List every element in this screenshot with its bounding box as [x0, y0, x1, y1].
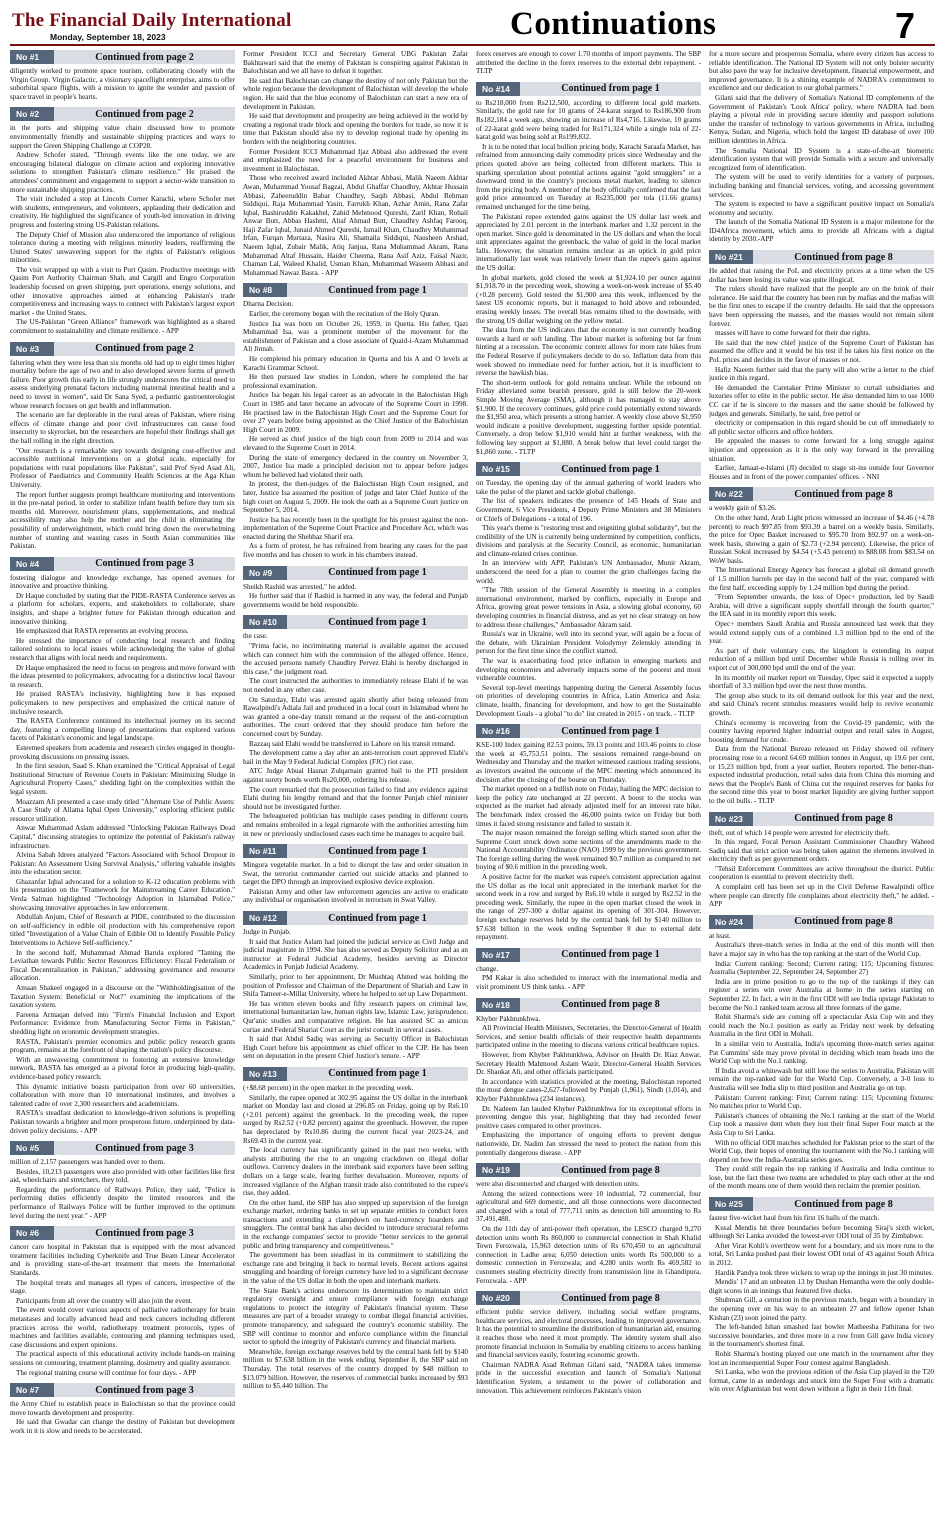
page-columns	[10, 50, 935, 1526]
continued-from-heading: Continued from page 3	[95, 558, 194, 570]
story-paragraph: Sheikh Rashid was arrested," he added.	[243, 582, 357, 591]
story-paragraph: The major reason remained the foreign selling which started soon after the Supreme Court struck down some sections of the amendments made to the National Accountability Ordinance (NAO) 1999 by the previous government. The foreign selling during the week remained $0.7 million as compared to net buying of $0.6 million in the preceding week.	[476, 829, 701, 872]
story-paragraph: at least.	[709, 931, 731, 940]
continuation-story	[709, 915, 934, 1191]
story-header-bar	[10, 557, 235, 571]
story-header-bar	[243, 566, 468, 580]
story-paragraph: Anwar Muhammad Aslam addressed "Unlocking Pakistan Railways Dead Capital," discussing strategies to optimize the potential of Pakistan's railway infrastructure.	[10, 824, 235, 850]
story-header-bar	[10, 1141, 235, 1155]
story-number-tag: No #11	[243, 844, 287, 858]
story-paragraph: He served as chief justice of the high court from 2009 to 2014 and was elevated to the Supreme Court in 2014.	[243, 435, 468, 452]
column-2	[243, 50, 468, 1526]
story-paragraph: A positive factor for the market was rupee's consistent appreciation against the US dollar as the local unit appreciated in the interbank market for the second week in a row and surged by Rs6.10 while it surged by Rs2.52 in the preceding week. Similarly, the rupee in the open market closed the week in the range of 297-300 a dollar against its opening of 301-304. However, foreign exchange reserves held by the central bank fell by $140 million to $7.638 billion in the week ending September 8 due to external debt repayment.	[476, 873, 701, 942]
story-paragraph: million of 2,157 passengers was handed over to them.	[10, 1158, 165, 1167]
continuation-story	[243, 615, 468, 838]
story-paragraph: Opec+ members Saudi Arabia and Russia announced last week that they would extend supply cuts of a combined 1.3 million bpd to the end of the year.	[709, 620, 934, 646]
story-number-tag: No #20	[476, 1291, 520, 1305]
story-paragraph: Sri Lanka, who won the previous edition of the Asia Cup played in the T20 format, came in as underdogs and snuck into the Super Four with a dramatic win over Afghanistan but went down without a fight in their 11th final.	[709, 1368, 934, 1394]
continued-from-heading: Continued from page 1	[561, 949, 660, 961]
story-paragraph: They could still regain the top ranking if Australia and India continue to lose, but the fact these two teams are scheduled to play each other at the end of the month means one of them would then reclaim the premier position.	[709, 1165, 934, 1191]
story-header-bar	[476, 724, 701, 738]
column-3	[476, 50, 701, 1526]
continued-from-heading: Continued from page 1	[328, 912, 427, 924]
story-paragraph: All Provincial Health Ministers, Secretaries, the Director-General of Health Services, and senior health officials of their respective health departments participated online in the meeting to discuss various critical healthcare topics.	[476, 1024, 701, 1050]
story-paragraph: However, from Khyber Pakhtunkhwa, Advisor on Health Dr. Riaz Anwar, Secretary Health Mahmood Aslam Wazir, Director-General Health Services Dr. Shaukat Ali, and other officials participated.	[476, 1050, 701, 1077]
story-paragraph: Moazzam Ali presented a case study titled "Alternate Use of Public Assets: A Case Study of Allama Iqbal Open University," exploring efficient public resource utilization.	[10, 797, 235, 823]
column-1	[10, 50, 235, 1526]
story-paragraph: The war is exacerbating food price inflation in emerging markets and developing economies and adversely impacts some of the poorest and most vulnerable countries.	[476, 657, 701, 683]
continued-from-heading: Continued from page 1	[561, 463, 660, 475]
story-header-bar	[10, 342, 235, 356]
story-paragraph: In a similar vein to Australia, India's upcoming three-match series against Pat Cummins' side may prove pivotal in deciding which team heads into the World Cup with the No.1 ranking.	[709, 1039, 934, 1066]
continuation-story	[10, 1226, 235, 1377]
story-paragraph: Ghazanfar Iqbal advocated for a solution to K-12 education problems with his presentation on the "Framework for Mainstreaming Career Education." Verda Salman highlighted "Technology Adoption in Islamabad Police," showcasing innovative approaches in law enforcement.	[10, 877, 235, 912]
story-paragraph: cancer care hospital in Pakistan that is equipped with the most advanced treatment facilities including Cyberknife and True Beam Linear Accelerator and is providing state-of-the-art treatment that meets the International Standards.	[10, 1243, 235, 1278]
continuation-story	[243, 844, 468, 905]
continuation-story	[476, 998, 701, 1158]
story-paragraph: Hardik Pandya took three wickets to wrap up the innings in just 30 minutes.	[715, 1268, 934, 1277]
story-paragraph: Amaan Shakeel engaged in a discourse on the "Withholdingisation of the Taxation System: Beneficial or Not?" examining the implications of the taxation system.	[10, 984, 235, 1010]
story-paragraph: The hospital treats and manages all types of cancers, irrespective of the stage.	[10, 1278, 235, 1296]
story-paragraph: Rohit Sharma's side are coming off a spectacular Asia Cup win and they could reach the No.1 position as early as Friday next week by defeating Australia in the first ODI in Mohali.	[709, 1013, 934, 1039]
story-paragraph: Alvina Sabah Idrees analyzed "Factors Associated with School Dropout in Pakistan: An Assessment Using Survival Analysis," offering valuable insights into the education sector.	[10, 851, 235, 877]
story-paragraph: "The 78th session of the General Assembly is meeting in a complex international environment, marked by conflicts, especially in Europe and Africa, growing great power tensions in Asia, a slowing global economy, 60 developing countries in financial distress, and as yet no clear strategy on how to address these challenges," Ambassador Akram said.	[476, 586, 701, 629]
story-paragraph: the case.	[243, 632, 268, 641]
story-paragraph: ATC Judge Abual Hasnat Zulqarnain granted bail to the PTI president against surety bonds worth Rs20,000, ordering his release.	[243, 767, 468, 784]
story-paragraph: The visit wrapped up with a visit to Port Qasim. Productive meetings with Qasim Port Authority Chairman Shah, and Cargill and Engro Corporation leadership focused on green shipping, port operations, energy solutions, and other innovative approaches aimed at enhancing Pakistan's trade competitiveness and increasing ways to connect with Pakistan's largest export market - the United States.	[10, 265, 235, 317]
story-paragraph: Meanwhile, foreign exchange reserves held by the central bank fell by $140 million to $7.638 billion in the week ending September 8, the SBP said on Thursday. The total reserves of the country dropped by $48 million to $13.079 billion. However, the reserves of commercial banks increased by $93 million to $5.440 billion. The	[243, 1347, 468, 1391]
story-header-bar	[709, 915, 934, 929]
story-paragraph: Judge in Punjab.	[243, 928, 291, 937]
story-paragraph: China's economy is recovering from the Covid-19 pandemic, with the country having reported higher industrial output and retail sales in August, boosting demand for crude.	[709, 718, 934, 744]
story-paragraph: He then pursued law studies in London, where he completed the bar professional examination.	[243, 373, 468, 390]
story-paragraph: Chairman NADRA Asad Rehman Gilani said, "NADRA takes immense pride in the successful execution and launch of Somalia's National Identification System, a testament to the power of collaboration and innovation. This achievement reinforces Pakistan's vision	[476, 1360, 701, 1395]
continued-from-heading: Continued from page 1	[561, 725, 660, 737]
story-paragraph: Pakistan Army and other law enforcement agencies are active to eradicate any individual or organisation involved in terrorism in Swat Valley.	[243, 887, 468, 905]
story-paragraph: Mendis' 17 and an unbeaten 13 by Dushan Hemantha were the only double-digit scores in an innings that featured five ducks.	[709, 1278, 934, 1295]
story-paragraph: The State Bank's actions underscore its determination to maintain strict regulatory oversight and ensure compliance with foreign exchange regulations to protect the integrity of Pakistan's financial system. These measures are part of a broader strategy to combat illegal financial activities, promote transparency, and safeguard the country's economic stability. The SBP will continue to monitor and enforce compliance within the financial sector to uphold the integrity of Pakistan's currency and financial markets.	[243, 1286, 468, 1347]
story-paragraph: Esteemed speakers from academia and research circles engaged in thought-provoking discussions on pressing issues.	[10, 743, 235, 761]
story-paragraph: The group also stuck to its oil demand outlook for this year and the next, and said China's recent stimulus measures would help to revive economic growth.	[709, 691, 934, 717]
story-paragraph: Dr Haque concluded by stating that the PIDE-RASTA Conference serves as a platform for scholars, experts, and stakeholders to collaborate, share insights, and shape a brighter future for Pakistan through education and innovative thinking.	[10, 591, 235, 626]
continued-from-heading: Continued from page 1	[328, 845, 427, 857]
story-number-tag: No #13	[243, 1067, 287, 1081]
story-paragraph: Justice Isa has recently been in the spotlight for his protest against the non-implementation of the Supreme Court Practice and Procedure Act, which was enacted during the Shehbaz Sharif era.	[243, 515, 468, 541]
story-paragraph: The RASTA Conference continued its intellectual journey on its second day, featuring a compelling lineup of presentations that explored various facets of Pakistan's economic and legal landscape.	[10, 717, 235, 743]
continuation-story	[10, 342, 235, 551]
story-paragraph: In this regard, Focal Person Assistant Commissioner Chaudhry Waheed Sadiq said that strict action was being taken against the elements involved in electricity theft as per government orders.	[709, 838, 934, 864]
continued-from-heading: Continued from page 8	[561, 1164, 660, 1176]
story-number-tag: No #25	[709, 1197, 753, 1211]
story-paragraph: He emphasized that RASTA represents an evolving process.	[16, 627, 189, 636]
story-number-tag: No #15	[476, 462, 520, 476]
story-paragraph: Earlier, the ceremony began with the recitation of the Holy Quran.	[249, 310, 440, 319]
story-number-tag: No #22	[709, 487, 753, 501]
continuation-story	[243, 566, 468, 610]
story-number-tag: No #24	[709, 915, 753, 929]
story-paragraph: Similarly, the rupee opened at 302.95 against the US dollar in the interbank market on Monday last and closed at 296.85 on Friday, going up by Rs6.10 (+2.01 percent) against the greenback. In the preceding week, the rupee surged by Rs2.52 (+0.82 percent) against the greenback. However, the rupee has depreciated by Rs10.86 during the current fiscal year 2023-24, and Rs69.43 in the current year.	[243, 1093, 468, 1145]
story-header-bar	[243, 844, 468, 858]
story-paragraph: Abdullah Anjum, Chief of Research at PIDE, contributed to the discussion on self-sufficiency in edible oil production with his comprehensive report titled "Investigation of a Value Chain of Edible Oil to Identify Possible Policy Interventions to Achieve Self-sufficiency."	[10, 913, 235, 948]
continuation-story	[243, 911, 468, 1061]
story-header-bar	[476, 462, 701, 476]
story-number-tag: No #2	[10, 107, 54, 121]
story-paragraph: In its monthly oil market report on Tuesday, Opec said it expected a supply shortfall of 3.3 million bpd over the next three months.	[709, 673, 934, 691]
story-paragraph: electricity or compensation in this regard should be cut off immediately to all public sector officers and office holders.	[709, 419, 934, 436]
story-paragraph: on Tuesday, the opening day of the annual gathering of world leaders who take the pulse of the planet and tackle global challenge.	[476, 479, 701, 496]
story-paragraph: RASTA, Pakistan's premier economics and public policy research grants program, remains at the forefront of shaping the nation's policy discourse.	[10, 1037, 235, 1055]
story-paragraph: The International Energy Agency has forecast a global oil demand growth of 1.5 million barrels per day in the second half of the year, compared with the first half, exceeding supply by 1.24 million bpd during the period.	[709, 566, 934, 592]
story-paragraph: (+$8.68 percent) in the open market in the preceding week.	[243, 1083, 414, 1092]
story-paragraph: He demanded the Caretaker Prime Minister to curtail subsidiaries and luxuries offer to elite in the public sector. He also demanded him to use 1000 CC car if he is sincere to the masses and the same should be followed by judges and generals. Similarly, he said, free petrol or	[709, 383, 934, 418]
story-paragraph: Khyber Pakhtunkhwa.	[476, 1014, 541, 1023]
continuation-story	[243, 50, 468, 277]
continuation-story	[709, 1197, 934, 1394]
continuation-story	[476, 1291, 701, 1395]
story-paragraph: If India avoid a whitewash but still lose the series to Australia, Pakistan will remain the top-ranked side for the World Cup. Conversely, a 3-0 loss to Australia will see India slip to third position and Australia go on top.	[709, 1066, 934, 1092]
story-paragraph: Regarding the performance of Railways Police, they said, "Police is performing duties efficiently despite the limited resources and the performance of Railways Police will be further improved to the optimum level during the next year." - APP	[10, 1185, 235, 1220]
story-paragraph: diligently worked to promote space tourism, collaborating closely with the Virgin Group. Virgin Galactic, a visionary spaceflight enterprise, aims to offer suborbital space flights, with a mission to ignite the wonder and passion of space travel in people's hearts.	[10, 67, 235, 101]
story-paragraph: The left-handed Ishan smashed fast bowler Matheesha Pathirana for two successive boundaries, and three more in a row from Gill gave India victory in the tournament's shortest final.	[709, 1323, 934, 1349]
story-number-tag: No #19	[476, 1163, 520, 1177]
story-paragraph: "From September onwards, the loss of Opec+ production, led by Saudi Arabia, will drive a significant supply shortfall through the fourth quarter," the IEA said in its monthly report this week.	[709, 593, 934, 619]
story-paragraph: RASTA's steadfast dedication to knowledge-driven solutions is propelling Pakistan towards a brighter and more prosperous future, underpinned by data-driven policy decisions. - APP	[10, 1109, 235, 1135]
story-paragraph: Those who received award included Akhtar Abbasi, Malik Naeem Akhtar Awan, Muhammad Yousaf Bagzai, Abdul Ghaffar Chaudhry, Akhtar Hussain Abbasi, Zaheeruddin Babar Chaudhry, Saqib Abbasi, Abdul Rehman Siddiqui, Raja Muhammad Yasin, Farrukh Khan, Azhar Amin, Rana Zafar Iqbal, Bashiruddin Kakakhel, Zahid Mehmood Qureshi, Zarif Khan, Rohail Anwar Butt, Abbas Hashmi, Altaf Ahmad Butt, Chaudhry Ashfaq Farooq, Haji Zafar Iqbal, Junaid Ahmed Qureshi, Ismail Khan, Chaudhry Muhammad Irfan, Furqan Murtaza, Nasira Ali, Shamaila Siddiqui, Nausheen Arshad, Naeem Iqbal, Zubair Malik, Atiq Janjua, Rana Muhammad Akram, Rana Muhammad Altaf Hussain, Haider Cheema, Rana Asif Aziz, Faisal Nazir, Chaman Lal, Waleed Khalid, Usman Khan, Muhammad Waseem Abbasi and Muhammad Nawaz Basra. - APP	[243, 174, 468, 277]
story-paragraph: Justice Isa was born on October 26, 1959, in Quetta. His father, Qazi Muhammad Isa, was a prominent member of the movement for the establishment of Pakistan and a close associate of Quaid-i-Azam Muhammad Ali Jinnah.	[243, 319, 468, 354]
story-paragraph: Pakistan: Current ranking: First; Current rating: 115; Upcoming fixtures: No matches prior to World Cup.	[709, 1093, 934, 1111]
story-paragraph: He said that development and prosperity are being achieved in the world by creating a regional trade block and opening the borders for trade, so now it is time that Pakistan should also try to develop regional trade by opening its borders with the neighboring countries.	[243, 112, 468, 146]
continuation-story	[476, 1163, 701, 1285]
story-paragraph: Hafiz Naeem further said that the party will also write a letter to the chief justice in this regard.	[709, 365, 934, 383]
story-paragraph: This dynamic initiative boasts participation from over 60 universities, collaboration with more than 10 international institutes, and involves a talented cadre of over 2,300 researchers and academicians.	[10, 1082, 235, 1108]
story-number-tag: No #7	[10, 1383, 54, 1397]
story-paragraph: The data from the US indicates that the economy is not currently heading towards a hard or soft landing. The labour market is softening but far from hinting at a recession. The economic context allows for more rate hikes from the Federal Reserve if policymakers decide to do so. Inflation data from this week showed no immediate need for further action, but it is insufficient to reverse the hawkish bias.	[476, 326, 701, 378]
story-number-tag: No #16	[476, 724, 520, 738]
story-header-bar	[476, 998, 701, 1012]
continuation-story	[10, 50, 235, 101]
continued-from-heading: Continued from page 1	[328, 1068, 427, 1080]
story-paragraph: On the 11th day of anti-power theft operation, the LESCO charged 9,270 detection units worth Rs 860,000 to commercial connection in Shah Khalid Town Ferozwala, 15,963 detection units of Rs 670,450 to an agricultural connection in Ladhe area; 6,050 detection units worth Rs 500,000 to a domestic connection in Ferozwala; and 4,280 units worth Rs 469,582 to customers stealing electricity directly from transmission line in Ghandipura, Ferozwala. - APP	[476, 1225, 701, 1285]
continued-from-heading: Continued from page 8	[561, 1292, 660, 1304]
story-paragraph: Earlier, Jamaat-e-Islami (JI) decided to stage sit-ins outside four Governor Houses and in front of the power companies' offices. - NNI	[709, 464, 934, 481]
story-paragraph: "Prima facie, no incriminating material is available against the accused which can connect him with the commission of the alleged offence. Hence, the accused persons namely Chaudhry Pervez Elahi is hereby discharged in this case," the judgment read.	[243, 642, 468, 676]
story-number-tag: No #18	[476, 998, 520, 1012]
story-paragraph: Besides, 10,213 passengers were also provided with other facilities like first aid, wheelchairs and stretchers, they told.	[10, 1167, 235, 1185]
story-paragraph: The government has been steadfast in its commitment to stabilizing the exchange rate and bringing it back to normal levels. Recent actions against smuggling and hoarding of foreign currency have led to a significant decrease in the value of the US dollar in both the open and interbank markets.	[243, 1251, 468, 1286]
story-number-tag: No #17	[476, 948, 520, 962]
story-paragraph: He added that raising the PoL and electricity prices at a time when the US dollar has been losing its value was quite illogical.	[709, 267, 934, 284]
story-number-tag: No #23	[709, 812, 753, 826]
page-number: 7	[895, 5, 916, 46]
story-number-tag: No #21	[709, 250, 753, 264]
story-paragraph: masses will have to come forward for their due rights.	[715, 329, 871, 338]
continuation-story	[10, 557, 235, 1135]
story-paragraph: The system is expected to have a significant positive impact on Somalia's economy and security.	[709, 200, 934, 217]
story-paragraph: Justice Isa began his legal career as an advocate in the Balochistan High Court in 1985 and later became an advocate of the Supreme Court in 1998. He practised law in the Balochistan High Court and the Supreme Court for over 27 years before being appointed as the Chief Justice of the Balochistan High Court in 2009.	[243, 391, 468, 434]
story-paragraph: Russia's war in Ukraine, well into its second year, will again be a focus of the debate, with Ukrainian President Volodymyr Zelenskiy attending in person for the first time since the conflict started.	[476, 630, 701, 656]
story-header-bar	[709, 487, 934, 501]
masthead	[10, 6, 935, 46]
story-paragraph: He said that the new chief justice of the Supreme Court of Pakistan has assumed the office and it would be his test if he takes his first notice on the PoL prices and decides in the favor of masses or not.	[709, 338, 934, 364]
continued-from-heading: Continued from page 8	[794, 251, 893, 263]
continued-from-heading: Continued from page 1	[561, 83, 660, 95]
continued-from-heading: Continued from page 8	[794, 1198, 893, 1210]
story-paragraph: He praised RASTA's inclusivity, highlighting how it has exposed policymakers to new perspectives and emphasized the critical nature of inclusive research.	[10, 690, 235, 716]
continuation-story	[476, 948, 701, 992]
story-header-bar	[709, 812, 934, 826]
continued-from-heading: Continued from page 1	[328, 567, 427, 579]
story-paragraph: India are in prime position to go to the top of the rankings if they can register a series win over Australia at home in the series starting on September 22. In fact, a win in the first ODI will see India upstage Pakistan to become the No.1 ranked team across all three formats of the game.	[709, 977, 934, 1012]
column-4	[709, 50, 934, 1526]
story-paragraph: The Deputy Chief of Mission also underscored the importance of religious tolerance during a meeting with religious minority leaders, reaffirming the United States' unwavering support for the rights of Pakistan's religious minorities.	[10, 230, 235, 265]
story-paragraph: With no official ODI matches scheduled for Pakistan prior to the start of the World Cup, their hopes of entering the tournament with the No.1 ranking will depend on how the India-Australia series goes.	[709, 1138, 934, 1164]
newspaper-title: The Financial Daily International	[12, 10, 292, 31]
continued-from-heading: Continued from page 3	[95, 1227, 194, 1239]
story-paragraph: Gilani said that the delivery of Somalia's National ID complements of the Government of Pakistan's 'Look Africa' policy, where NADRA had been playing a pivotal role in providing secure identity and passport solutions under the transfer of technology to various governments in Africa, including Kenya, Sudan, and Nigeria, which hold the largest ID database of over 100 million identities in Africa.	[709, 93, 934, 145]
story-paragraph: to Rs218,000 from Rs212,500, according to different local gold markets. Similarly, the gold rate for 10 grams of 24-karat surged to Rs186,900 from Rs182,184 a week ago, showing an increase of Rs4,716. Likewise, 10 grams of 22-karat gold were being traded for Rs171,324 while a single tola of 22-karat gold was being sold at Rs199,832.	[476, 98, 701, 142]
story-paragraph: The system will be used to verify identities for a variety of purposes, including banking and financial services, voting, and accessing government services.	[709, 173, 934, 199]
story-paragraph: Shubman Gill, a centurion in the previous match, began with a boundary in the opening over on his way to an unbeaten 27 and fellow opener Ishan Kishan (23) soon joined the party.	[709, 1296, 934, 1322]
story-paragraph: Data from the National Bureau released on Friday showed oil refinery processing rose to a record 64.69 million tonnes in August, up 19.6 per cent, or 15.23 million bpd, from a year earlier, Reuters reported. The better-than-expected industrial production, retail sales data from China this morning and news that the People's Bank of China cut the required reserves for banks for the second time this year to boost market liquidity are giving further support to the oil bulls. - TLTP	[709, 745, 934, 805]
continued-from-heading: Continued from page 8	[561, 999, 660, 1011]
story-paragraph: A complaint cell has been set up in the Civil Defense Rawalpindi office where people can directly file complaints about electricity theft," he added. - APP	[709, 883, 934, 909]
story-paragraph: "Our research is a remarkable step towards designing cost-effective and accessible nutritional interventions on a global scale, especially for populations with rural populations like Pakistan", said Prof Syed Asad Ali, Professor of Paediatrics and Community Health Sciences at the Aga Khan University.	[10, 446, 235, 489]
story-paragraph: He has written eleven books and fifty research papers on criminal law, international humanitarian law, human rights law, Islamic Law, jurisprudence, Qur'anic studies and comparative religion. He has assisted SC as amicus curiae and Federal Shariat Court as the jurist consult in several cases.	[243, 999, 468, 1034]
story-paragraph: On the other hand, Arab Light prices witnessed an increase of $4.46 (+4.78 percent) to reach $97.85 from $93.39 a barrel on a weekly basis. Similarly, the price for Opec Basket increased to $95.70 from $92.97 on a week-on-week basis, showing a gain of $2.73 (+2.94 percent). Likewise, the price of Russian Sokol increased by $4.54 (+5.43 percent) to $88.08 from $83.54 on WoW basis.	[709, 513, 934, 565]
story-paragraph: The practical aspects of this educational activity include hands-on training sessions on contouring, treatment planning, dosimetry and quality assurance.	[10, 1350, 235, 1367]
continued-from-heading: Continued from page 2	[95, 51, 194, 63]
story-paragraph: The short-term outlook for gold remains unclear. While the rebound on Friday alleviated some bearish pressure, gold is still below the 20-week Simple Moving Average (SMA), although it has managed to stay above $1,900. If the recovery continues, gold price could potentially extend towards the $1,950 area, which presents a strong barrier. A weekly close above $1,950 would indicate a positive development, suggesting further upside potential. Conversely, a drop below $1,910 would hint at further weakness, with the following key support at $1,880. A break below that level could target the $1,860 zone. - TLTP	[476, 378, 701, 456]
story-paragraph: The visit included a stop at Lincoln Corner Karachi, where Schofer met with students, entrepreneurs, and volunteers, applauding their dedication and creativity. He highlighted the significance of youth-led innovation in driving progress and fostering strong US-Pakistan relations.	[10, 195, 235, 229]
story-paragraph: the Army Chief to establish peace in Balochistan so that the province could move towards development and prosperity.	[10, 1400, 235, 1417]
story-header-bar	[10, 50, 235, 64]
continued-from-heading: Continued from page 8	[794, 488, 893, 500]
story-header-bar	[476, 1291, 701, 1305]
continued-from-heading: Continued from page 3	[95, 1142, 194, 1154]
story-paragraph: In the first session, Saad S. Khan examined the "Critical Appraisal of Legal Institutional Structure of Revenue Courts in Pakistan: Minimizing Sludge in Agricultural Property Cases," shedding light on the complexities within the legal system.	[10, 762, 235, 796]
story-paragraph: In global markets, gold closed the week at $1,924.10 per ounce against $1,918.70 in the preceding week, showing a week-on-week increase of $5.40 (+0.28 percent). Gold tested the $1,900 area this week, influenced by the latest US economic reports, but it managed to hold above and rebounded, erasing weekly losses. The overall bias remains tilted to the downside, with the strong US dollar weighing on the yellow metal.	[476, 273, 701, 325]
continuation-story	[476, 50, 701, 76]
story-number-tag: No #1	[10, 50, 54, 64]
continuation-story	[709, 812, 934, 909]
continuation-story	[10, 107, 235, 335]
continuation-story	[243, 283, 468, 559]
story-header-bar	[709, 250, 934, 264]
story-paragraph: He appealed the masses to come forward for a long struggle against injustice and oppression as it is the only way forward in the prevailing situation.	[709, 437, 934, 463]
story-paragraph: The Somalia National ID System is a state-of-the-art biometric identification system that will provide Somalis with a secure and universally recognized form of identification.	[709, 146, 934, 172]
continuation-story	[476, 82, 701, 456]
story-number-tag: No #8	[243, 283, 287, 297]
story-paragraph: in the ports and shipping value chain discussed how to promote environmentally friendly and sustainable shipping practices and ways to support the Green Shipping Challenge at COP28.	[10, 124, 235, 150]
story-paragraph: He further said that if Rashid is harmed in any way, the federal and Punjab governments would be held responsible.	[243, 592, 468, 609]
story-paragraph: He said that Balochistan can change the destiny of not only Pakistan but the whole region because the development of Balochistan will develop the whole region. He said that the blue economy of Balochistan can start a new era of development in Pakistan.	[243, 76, 468, 111]
publication-date: Monday, September 18, 2023	[50, 32, 166, 42]
story-paragraph: He said that Gwadar can change the destiny of Pakistan but development work in it is slow and needs to be accelerated.	[10, 1418, 235, 1435]
story-paragraph: During the state of emergency declared in the country on November 3, 2007, Justice Isa made a principled decision not to appear before judges whom he believed had violated their oath.	[243, 453, 468, 479]
story-number-tag: No #6	[10, 1226, 54, 1240]
story-paragraph: The development came a day after an anti-terrorism court approved Elahi's bail in the May 9 Federal Judicial Complex (FJC) riot case.	[243, 749, 468, 766]
story-number-tag: No #9	[243, 566, 287, 580]
story-paragraph: fostering dialogue and knowledge exchange, has opened avenues for innovative and proactive thinking.	[10, 573, 235, 591]
story-paragraph: Dr. Nadeem Jan lauded Khyber Pakhtunkhwa for its exceptional efforts in preventing dengue this year, highlighting that they had recorded fewer positive cases compared to other provinces.	[476, 1104, 701, 1130]
story-paragraph: On Saturday, Elahi was arrested again shortly after being released from Rawalpindi's Adiala Jail and produced in a local court in Islamabad where he was granted a one-day transit remand at the request of the anti-corruption authorities. The court ordered that they should produce him before the concerned court by Sunday.	[243, 695, 468, 738]
continuation-story	[10, 1383, 235, 1435]
continued-from-heading: Continued from page 8	[794, 916, 893, 928]
story-number-tag: No #3	[10, 342, 54, 356]
story-paragraph: The report further suggests prompt healthcare monitoring and interventions in the pre-natal period, in order to stabilize infant health before they turn six months old. Moreover, nourishment plans, supplementations, and medical accessibility may also help the mother and the child in eliminating the possibility of underweightment, which could bring down the overwhelming number of stunting and wasting cases in South Asian communities like Pakistan.	[10, 490, 235, 551]
story-paragraph: Among the seized connections were 10 industrial, 72 commercial, four agricultural and 669 domestic, and all those connections were disconnected and charged with a total of 777,711 units as detection bill amounting to Rs 37,491,488.	[476, 1189, 701, 1224]
story-paragraph: The rulers should have realized that the people are on the brink of their tolerance. He said that the country has been run by mafias and the mafias will be the first ones to escape if the country defaults. He said that the oppressors have been oppressing the masses, and the masses would not remain silent forever.	[709, 285, 934, 328]
story-paragraph: PM Kakar is also scheduled to interact with the international media and visit prominent US think tanks. - APP	[476, 974, 701, 991]
story-header-bar	[10, 107, 235, 121]
story-paragraph: faltering when they were less than six months old had up to eight times higher mortality before the age of two and to also developed severe forms of growth failure. Poor growth this early in life strongly underscores the critical need to assess underlying prenatal factors including maternal intestinal health and a need to invest in women", said Dr Sana Syed, a pediatric gastroenterologist whose research focuses on gut health and inflammation.	[10, 358, 235, 410]
story-paragraph: The regional training course will continue for four days. - APP	[16, 1368, 197, 1377]
continued-from-heading: Continued from page 3	[95, 1384, 194, 1396]
story-number-tag: No #12	[243, 911, 287, 925]
continuation-story	[709, 250, 934, 481]
story-paragraph: In an interview with APP, Pakistan's UN Ambassador, Munir Akram, underscored the need for a plan to counter the grim challenges facing the world.	[476, 559, 701, 585]
story-paragraph: Emphasizing the importance of ongoing efforts to prevent dengue nationwide, Dr. Nadim Jan stressed the need to protect the nation from this potentially dangerous disease. - APP	[476, 1131, 701, 1157]
story-paragraph: In protest, the then-judges of the Balochistan High Court resigned, and later, Justice Isa assumed the position of judge and later Chief Justice of the high court on August 5, 2009. He took the oath as a Supreme Court justice on September 5, 2014.	[243, 480, 468, 515]
story-paragraph: Andrew Schofer stated, "Through events like the one today, we are encouraging bilateral dialogue on climate action and exploring innovative solutions to strengthen Pakistan's climate resilience." He praised the attendees' commitment and engagement to support a sector-wide transition to more sustainable shipping practices.	[10, 151, 235, 194]
story-header-bar	[243, 1067, 468, 1081]
continuation-story	[10, 1141, 235, 1220]
story-paragraph: fastest five-wicket haul from his first 16 balls of the match.	[709, 1214, 880, 1223]
story-number-tag: No #14	[476, 82, 520, 96]
continued-from-heading: Continued from page 1	[328, 284, 427, 296]
story-paragraph: In the second half, Muhammad Ahmad Barula explored "Taming the Leviathan towards Public Sector Resources Efficiency: Fiscal Federalism or Fiscal Decentralization in Pakistan," addressing governance and resource allocation.	[10, 948, 235, 983]
story-paragraph: As a form of protest, he has refrained from hearing any cases for the past five months and has chosen to work in his chambers instead.	[243, 542, 468, 560]
story-paragraph: It is to be noted that local bullion pricing body, Karachi Saraafa Market, has refrained from announcing daily commodity prices since Wednesday and the prices quoted above are being collected from different markets. This is sparking speculation about potential actions against "gold smugglers" or a downward trend in the country's precious metal market, leading to silence from the pricing body. A member of the body officially confirmed that the last gold price announced on Tuesday at Rs235,000 per tola (11.66 grams) remained unchanged for the time being.	[476, 142, 701, 211]
story-header-bar	[10, 1226, 235, 1240]
continuation-story	[709, 50, 934, 244]
story-header-bar	[243, 283, 468, 297]
story-paragraph: This year's theme is "restoring trust and reigniting global solidarity", but the credibility of the UN is currently being undermined by competition, conflicts, divisions and paralysis at the Security Council, as economic, humanitarian and climate-related crises continue.	[476, 524, 701, 558]
story-paragraph: were also disconnected and charged with detection units.	[476, 1180, 640, 1189]
continued-from-heading: Continued from page 2	[95, 108, 194, 120]
story-paragraph: Participants from all over the country will also join the event.	[16, 1296, 193, 1305]
section-title: Continuations	[510, 6, 717, 42]
story-paragraph: The local currency has significantly gained in the past two weeks, with analysts attributing the rise to an ongoing crackdown on illegal dollar outflows. Currency dealers in the interbank said exporters have been selling dollars on a large scale, fearing further devaluation. Moreover, reports of increased vigilance of the Afghan transit trade also contributed to the rupee's rise, they added.	[243, 1146, 468, 1198]
story-paragraph: Mingora vegetable market. In a bid to disrupt the law and order situation in Swat, the terrorist commander carried out suicide attacks and planned to target the DPO through an improvised explosive device explosion.	[243, 861, 468, 887]
continuation-story	[476, 724, 701, 942]
continued-from-heading: Continued from page 8	[794, 813, 893, 824]
story-paragraph: The court instructed the authorities to immediately release Elahi if he was not needed in any other case.	[243, 677, 468, 694]
story-paragraph: Former President ICCI and Secretary General UBG Pakistan Zafar Bakhtawari said that the enemy of Pakistan is conspiring against Pakistan in Balochistan and we all have to defeat it together.	[243, 50, 468, 76]
story-paragraph: "Tehsil Enforcement Committees are active throughout the district. Public cooperation is essential to prevent electricity theft.	[709, 864, 934, 882]
continuation-story	[709, 487, 934, 805]
story-paragraph: Fareena Armaqan delved into "Firm's Financial Inclusion and Export Performance: Evidence from Manufacturing Sector Firms in Pakistan," shedding light on economic development strategies.	[10, 1010, 235, 1036]
story-paragraph: efficient public service delivery, including social welfare programs, healthcare services, and electoral processes, leading to improved governance. It has the potential to streamline the distribution of humanitarian aid, ensuring it reaches those who need it most promptly. The identity system shall also promote financial inclusion in Somalia by enabling citizens to access banking and financial services easily, fostering economic growth.	[476, 1308, 701, 1360]
story-paragraph: for a more secure and prosperous Somalia, where every citizen has access to reliable identification. The National ID System will not only bolster security but also pave the way for inclusive development, financial empowerment, and improved governance. It is a shining example of NADRA's commitment to excellence and our dedication to our global partners."	[709, 50, 934, 93]
story-paragraph: Kusal Mendis hit three boundaries before becoming Siraj's sixth wicket, although Sri Lanka avoided the lowest-ever ODI total of 35 by Zimbabwe.	[709, 1223, 934, 1241]
story-paragraph: It said that Abdul Sadiq was serving as Security Officer in Balochistan High Court before his appointment as chief officer to the CJP. He has been sent on deputation in the present Chief Justice's tenure. - APP	[243, 1035, 468, 1061]
story-paragraph: Australia's three-match series in India at the end of this month will then have a major say in who has the top ranking at the start of the World Cup.	[709, 941, 934, 959]
story-paragraph: He stressed the importance of conducting local research and finding tailored solutions to local issues while acknowledging the value of global research that aligns with local needs and requirements.	[10, 636, 235, 663]
continuation-story	[243, 1067, 468, 1391]
story-paragraph: The beleaguered politician has multiple cases pending in different courts and remains embroiled in a legal rigmarole with the authorities arresting him in new or previously undisclosed cases each time he manages to acquire bail.	[243, 812, 468, 838]
story-paragraph: He completed his primary education in Quetta and his A and O levels at Karachi Grammar School.	[243, 355, 468, 372]
story-paragraph: Several top-level meetings happening during the General Assembly focus on priorities of developing countries in Africa, Latin America and Asia: climate, health, financing for development, and how to get the Sustainable Development Goals - a global "to do" list created in 2015 - on track. - TLTP	[476, 683, 701, 718]
story-paragraph: Dharna Decision.	[243, 300, 294, 309]
continuation-story	[476, 462, 701, 718]
story-header-bar	[476, 948, 701, 962]
story-paragraph: In accordance with statistics provided at the meeting, Balochistan reported the most dengue cases-2,627-followed by Punjab (1,961), Sindh (1,014), and Khyber Pakhtunkhwa (234 instances).	[476, 1077, 701, 1103]
story-paragraph: Pakistan's chances of obtaining the No.1 ranking at the start of the World Cup took a massive dent when they lost their final Super Four match at the Asia Cup to Sri Lanka.	[709, 1111, 934, 1137]
continued-from-heading: Continued from page 1	[328, 616, 427, 628]
continued-from-heading: Continued from page 2	[95, 343, 194, 355]
story-paragraph: Razzaq said Elahi would be transferred to Lahore on his transit remand.	[249, 739, 456, 748]
story-paragraph: theft, out of which 14 people were arrested for electricity theft.	[709, 828, 890, 837]
story-paragraph: Dr Haque emphasized the need to focus on progress and move forward with the ideas presented to policymakers, advocating for a distinctive local flavour in research.	[10, 663, 235, 689]
story-paragraph: Similarly, prior to her appointment, Dr Mushtaq Ahmed was holding the position of Professor and Chairman of the Department of Shariah and Law in Shifa Tameer-e-Millat University, where he helped to set up Law Department.	[243, 973, 468, 999]
story-paragraph: forex reserves are enough to cover 1.70 months of import payments. The SBP attributed the decline in the forex reserves to the external debt repayment. - TLTP	[476, 50, 701, 76]
story-paragraph: The launch of the Somalia National ID System is a major milestone for the ID4Africa movement, which aims to provide all Africans with a digital identity by 2030.-APP	[709, 218, 934, 244]
story-paragraph: After Virat Kohli's overthrow went for a boundary, and six more runs to the total, Sri Lanka pushed past their lowest ODI total of 43 against South Africa in 2012.	[709, 1241, 934, 1268]
story-header-bar	[10, 1383, 235, 1397]
story-paragraph: The scenario are far deplorable in the rural areas of Pakistan, where rising effects of climate change and poor civil infrastructures can cause food insecurity to skyrocket, but the researchers are hopeful their findings shall get the ball rolling in the right direction.	[10, 411, 235, 445]
story-paragraph: The market opened on a bullish note on Friday, hailing the MPC decision to keep the policy rate unchanged at 22 percent. A boost to the stocks was expected as the market had already adjusted itself for an interest rate hike. The benchmark index crossed the 46,000 points twice on Friday but both times it faced strong resistance and failed to sustain it.	[476, 785, 701, 828]
story-paragraph: Rohit Sharma's hosting played out one match in the tournament after they lost an inconsequential Super Four contest against Bangladesh.	[709, 1349, 934, 1367]
story-header-bar	[709, 1197, 934, 1211]
story-paragraph: The event would cover various aspects of palliative radiotherapy for brain metastases and locally advanced head and neck cancers including different practices across the world, radiotherapy treatment protocols, types of machines and facilities available, contouring and planning techniques used, case discussions and expert opinions.	[10, 1306, 235, 1349]
story-paragraph: The court remarked that the prosecution failed to find any evidence against Elahi during his lengthy remand and that the former Punjab chief minister should not be investigated further.	[243, 785, 468, 811]
story-paragraph: change.	[476, 964, 499, 973]
story-paragraph: KSE-100 Index gaining 82.53 points, 59.13 points and 103.46 points to close the week at 45,753.51 points. The sessions remained range-bound on Wednesday and Thursday and the market witnessed cautious trading sessions, as investors awaited the outcome of the MPC meeting which announced its decision after the closing of the bourse on Thursday.	[476, 741, 701, 784]
story-header-bar	[243, 911, 468, 925]
story-paragraph: The Pakistani rupee extended gains against the US dollar last week and appreciated by 2.01 percent in the interbank market and 1.32 percent in the open market. Since gold is denominated in the US dollars and when the local unit appreciates against the greenback, the value of gold in the local market falls. However, the situation remains unclear as an uptick in gold price internationally last week was relatively lower than the rupee's gains against the US dollar.	[476, 212, 701, 273]
story-number-tag: No #10	[243, 615, 287, 629]
story-paragraph: As part of their voluntary cuts, the kingdom is extending its output reduction of a million bpd until December while Russia is rolling over its export cut of 300,000 bpd until the end of the year.	[709, 646, 934, 672]
story-paragraph: a weekly gain of $3.26.	[709, 504, 777, 513]
story-paragraph: The US-Pakistan "Green Alliance" framework was highlighted as a shared commitment to sustainability and climate resilience. - APP	[10, 318, 235, 336]
story-paragraph: It said that Justice Aslam had joined the judicial service as Civil Judge and judicial magistrate in 1994. She has also served as Deputy Solicitor and as an instructor at Federal Judicial Academy, besides serving as Director Academics in Punjab Judicial Academy.	[243, 937, 468, 972]
story-paragraph: With an unwavering commitment to fostering an extensive knowledge network, RASTA has emerged as a pivotal force in producing high-quality, evidence-based policy research.	[10, 1055, 235, 1081]
story-number-tag: No #4	[10, 557, 54, 571]
story-paragraph: On the other hand, the SBP has also stepped up supervision of the foreign exchange market, ordering banks to set up separate entities to conduct forex transactions and extending a clampdown on hard-currency hoarders and smugglers. The central bank has also decided to introduce structural reforms in the exchange companies' sector to provide "better services to the general public and bring transparency and competitiveness."	[243, 1198, 468, 1250]
story-number-tag: No #5	[10, 1141, 54, 1155]
story-header-bar	[243, 615, 468, 629]
story-paragraph: Former President ICCI Muhammad Ijaz Abbasi also addressed the event and emphasized the need for a peaceful environment for business and investment in Balochistan.	[243, 147, 468, 173]
story-header-bar	[476, 1163, 701, 1177]
story-paragraph: The list of speakers indicates the presence of 145 Heads of State and Government, 6 Vice Presidents, 4 Deputy Prime Ministers and 38 Ministers or Chiefs of Delegations - a total of 196.	[476, 497, 701, 523]
story-paragraph: India: Current ranking: Second; Current rating: 115; Upcoming fixtures: Australia (September 22, September 24, September 27)	[709, 959, 934, 977]
story-header-bar	[476, 82, 701, 96]
